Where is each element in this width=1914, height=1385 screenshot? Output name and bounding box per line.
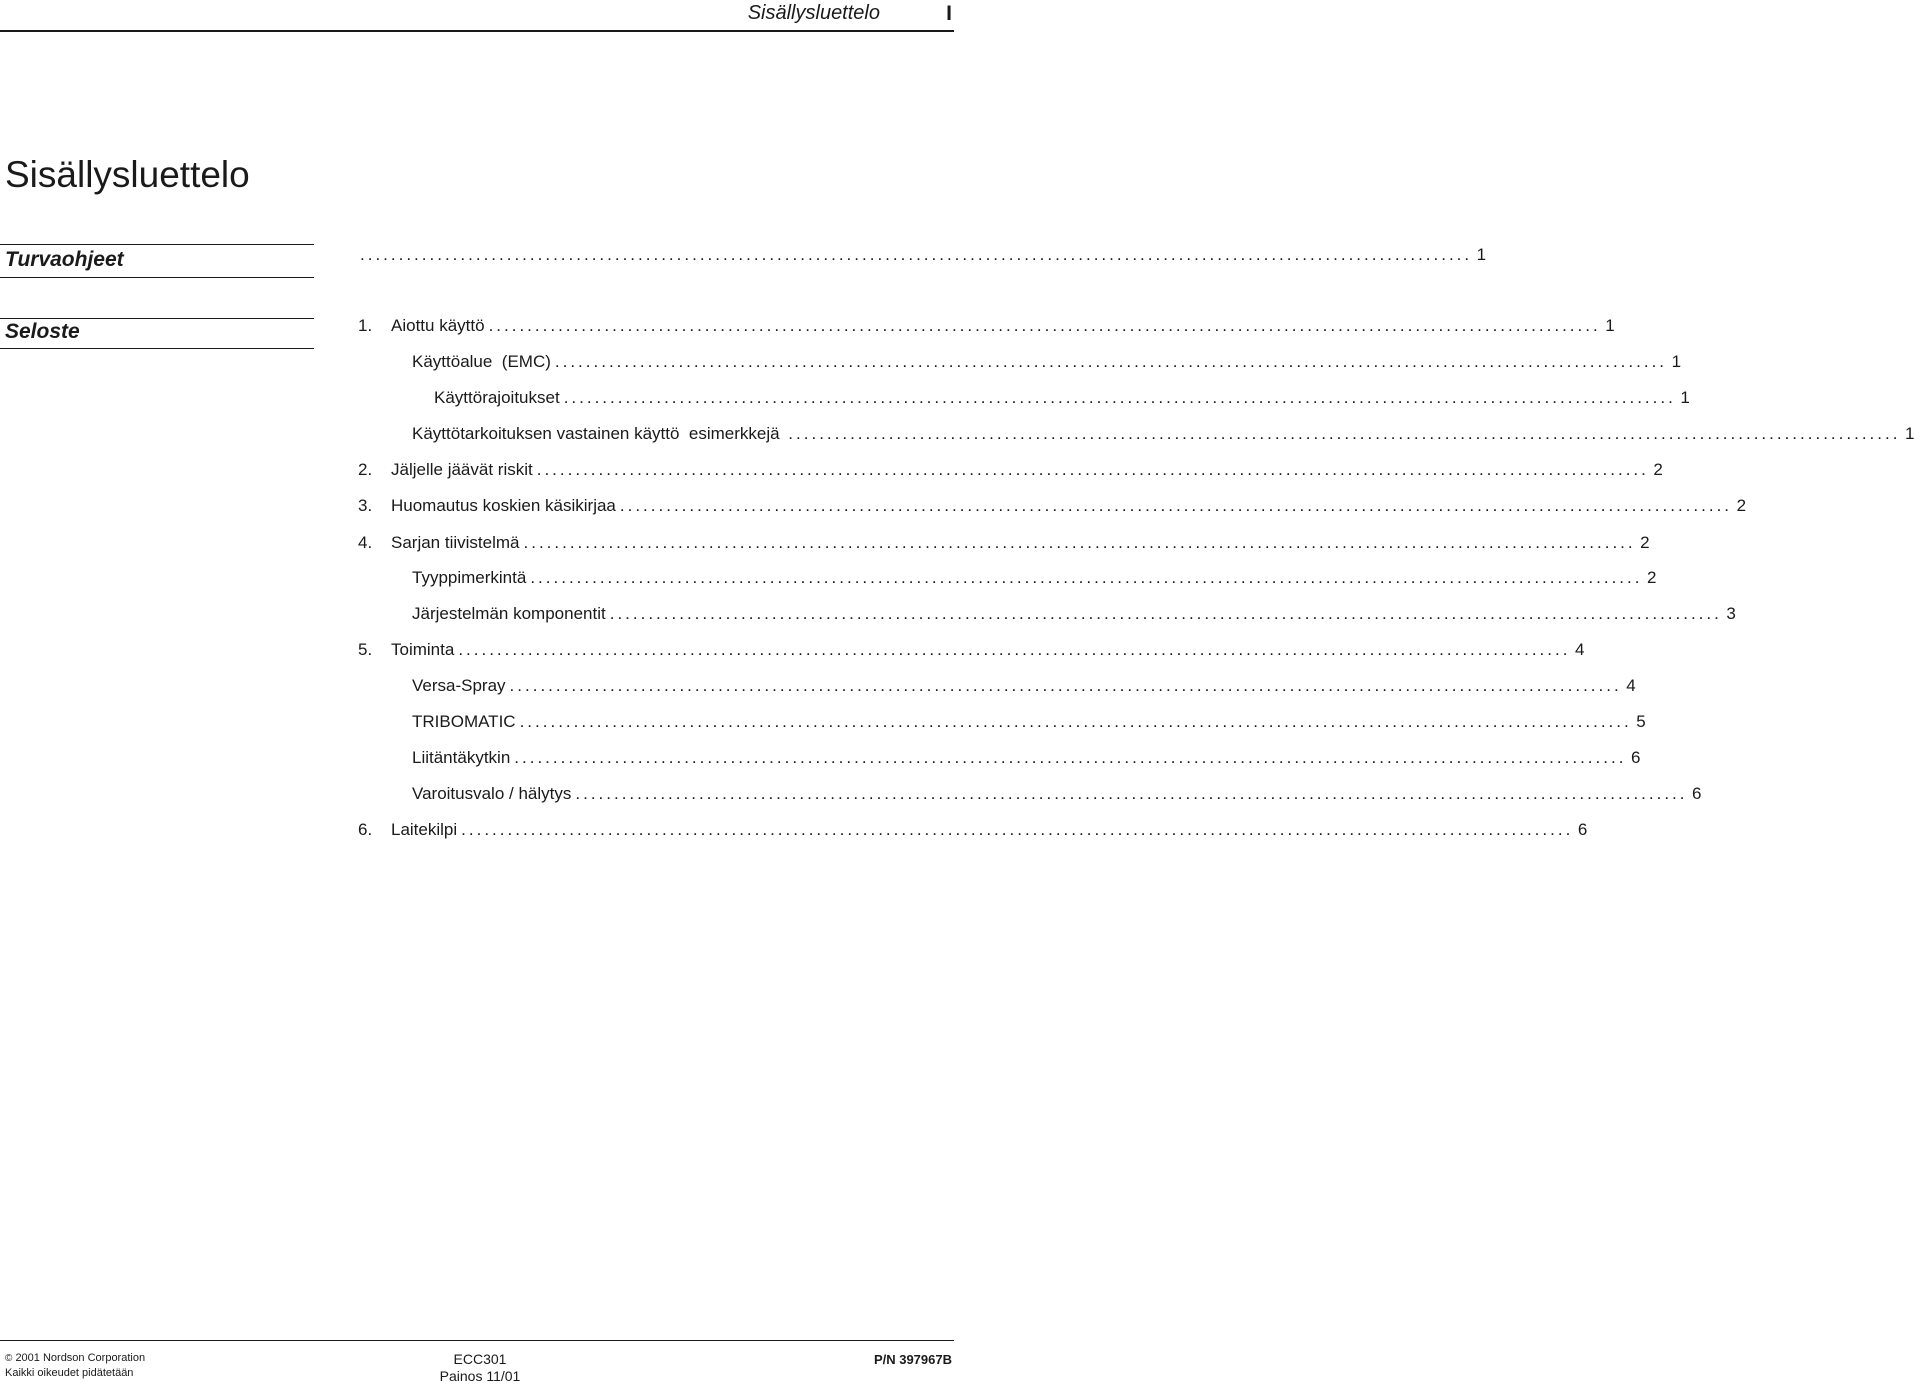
toc-leader-dots: ................................................................................................................................................ [536,460,1649,479]
toc-page-number: 5 [1636,712,1646,731]
footer-copyright: 2001 Nordson Corporation [15,1352,146,1364]
toc-title: Jäljelle jäävät riskit [391,460,533,479]
section-rule-seloste-bottom [0,348,314,349]
toc-title: Varoitusvalo / hälytys [412,784,572,803]
toc-entry[interactable] [434,387,1690,409]
footer-copyright-block [5,1351,145,1380]
footer-doc-block [400,1351,560,1385]
toc-page-number: 1 [1671,352,1682,371]
toc-leader-dots: ................................................................................................................................................ [458,640,1571,659]
toc-leader-dots: ................................................................................................................................................ [514,748,1627,767]
toc-entry[interactable] [412,675,1636,697]
header-title: Sisällysluettelo [747,2,880,24]
toc-title: Käyttöalue (EMC) [412,352,551,371]
footer-rights: Kaikki oikeudet pidätetään [5,1367,134,1379]
toc-title: Laitekilpi [391,820,458,839]
toc-leader-dots: ................................................................................................................................................ [519,712,1632,731]
toc-leader-dots: ................................................................................................................................................ [360,245,1473,264]
toc-number: 5. [358,640,373,659]
toc-page-number: 6 [1630,748,1641,767]
toc-entry[interactable] [358,532,1650,554]
toc-entry[interactable] [412,603,1736,625]
toc-entry-turvaohjeet[interactable] [360,244,1487,266]
toc-page-number: 6 [1577,820,1588,839]
toc-number: 3. [358,496,373,515]
section-label-seloste: Seloste [5,320,80,343]
toc-title: Aiottu käyttö [391,316,485,335]
toc-leader-dots: ................................................................................................................................................ [488,316,1601,335]
toc-page-number: 1 [1476,245,1487,264]
toc-title: Sarjan tiivistelmä [391,533,520,552]
toc-page-number: 2 [1653,460,1663,479]
toc-title: Liitäntäkytkin [412,748,511,767]
toc-title: Käyttötarkoituksen vastainen käyttö esimerkkejä [412,424,785,443]
toc-entry[interactable] [412,567,1657,589]
toc-page-number: 4 [1626,676,1636,695]
toc-page-number: 1 [1904,424,1914,443]
footer-edition: Painos 11/01 [439,1368,521,1384]
toc-title: TRIBOMATIC [412,712,516,731]
toc-page-number: 1 [1605,316,1615,335]
section-rule-turvaohjeet-bottom [0,277,314,278]
toc-title: Tyyppimerkintä [412,568,527,587]
toc-title: Järjestelmän komponentit [412,604,606,623]
toc-page-number: 2 [1640,533,1650,552]
toc-page-number: 2 [1647,568,1657,587]
toc-leader-dots: ................................................................................................................................................ [563,388,1676,407]
toc-leader-dots: ................................................................................................................................................ [609,604,1722,623]
toc-entry[interactable] [412,351,1682,373]
toc-leader-dots: ................................................................................................................................................ [575,784,1688,803]
toc-leader-dots: ................................................................................................................................................ [523,533,1636,552]
toc-page-number: 4 [1574,640,1585,659]
toc-entry[interactable] [358,495,1747,517]
toc-entry[interactable] [412,747,1641,769]
toc-entry[interactable] [412,783,1702,805]
toc-page-number: 2 [1736,496,1747,515]
section-label-turvaohjeet: Turvaohjeet [5,248,124,271]
toc-leader-dots: ................................................................................................................................................ [619,496,1733,515]
toc-leader-dots: ................................................................................................................................................ [554,352,1668,371]
copyright-symbol: © [5,1353,13,1364]
toc-title: Toiminta [391,640,455,659]
toc-entry[interactable] [358,819,1588,841]
page-title: Sisällysluettelo [5,154,250,195]
toc-page-number: 6 [1692,784,1702,803]
toc-entry[interactable] [358,639,1585,661]
toc-page-number: 1 [1680,388,1690,407]
toc-number: 1. [358,316,373,335]
section-rule-turvaohjeet [0,244,314,245]
footer-rule [0,1340,954,1341]
toc-entry[interactable] [412,711,1646,733]
toc-leader-dots: ................................................................................................................................................ [509,676,1622,695]
header-rule [0,30,954,32]
section-rule-seloste [0,318,314,319]
toc-leader-dots: ................................................................................................................................................ [788,424,1901,443]
toc-entry[interactable] [412,423,1914,445]
toc-title: Käyttörajoitukset [434,388,560,407]
toc-title: Versa-Spray [412,676,506,695]
footer-doc-id: ECC301 [453,1351,507,1367]
footer-part-number: P/N 397967B [873,1352,952,1367]
toc-entry[interactable] [358,459,1663,481]
toc-page-number: 3 [1726,604,1736,623]
toc-leader-dots: ................................................................................................................................................ [461,820,1574,839]
toc-entry[interactable] [358,315,1615,337]
header-page-number: I [946,2,952,25]
toc-number: 6. [358,820,373,839]
toc-title: Huomautus koskien käsikirjaa [391,496,616,515]
toc-number: 4. [358,533,373,552]
toc-leader-dots: ................................................................................................................................................ [530,568,1643,587]
toc-number: 2. [358,460,373,479]
